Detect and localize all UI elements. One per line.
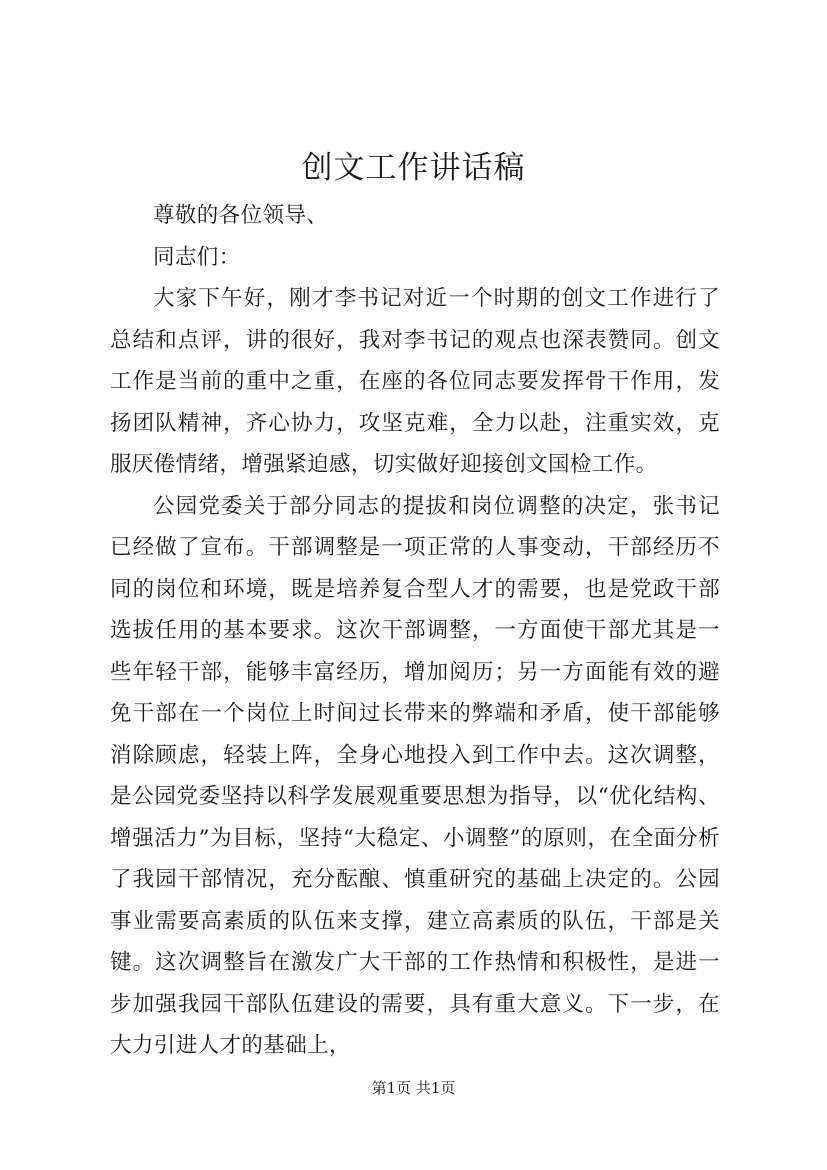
body-paragraph: 公园党委关于部分同志的提拔和岗位调整的决定，张书记已经做了宣布。干部调整是一项正常的人事变动，干部经历不同的岗位和环境，既是培养复合型人才的需要，也是党政干部选拔任用的基本要求。这次干部调整，一方面使干部尤其是一些年轻干部，能够丰富经历，增加阅历；另一方面能有效的避免干部在一个岗位上时间过长带来的弊端和矛盾，使干部能够消除顾虑，轻装上阵，全身心地投入到工作中去。这次调整，是公园党委坚持以科学发展观重要思想为指导，以“优化结构、增强活力”为目标，坚持“大稳定、小调整”的原则，在全面分析了我园干部情况，充分酝酿、慎重研究的基础上决定的。公园事业需要高素质的队伍来支撑，建立高素质的队伍，干部是关键。这次调整旨在激发广大干部的工作热情和积极性，是进一步加强我园干部队伍建设的需要，具有重大意义。下一步，在大力引进人才的基础上，	[110, 493, 720, 1058]
page-footer: 第1页 共1页	[371, 1079, 456, 1097]
salutation-line: 尊敬的各位领导、	[153, 203, 329, 228]
body-paragraph: 大家下午好，刚才李书记对近一个时期的创文工作进行了总结和点评，讲的很好，我对李书记的观点也深表赞同。创文工作是当前的重中之重，在座的各位同志要发挥骨干作用，发扬团队精神，齐心协力，攻坚克难，全力以赴，注重实效，克服厌倦情绪，增强紧迫感，切实做好迎接创文国检工作。	[110, 286, 720, 477]
document-title: 创文工作讲话稿	[301, 150, 526, 186]
salutation-line: 同志们：	[153, 244, 241, 270]
document-body	[110, 195, 720, 1067]
